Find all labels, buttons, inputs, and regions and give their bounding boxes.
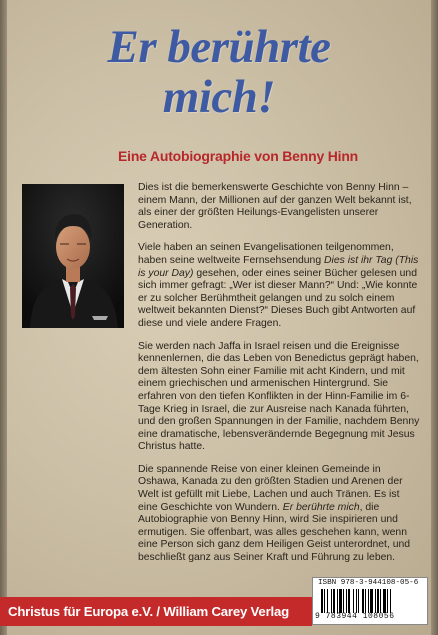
barcode-bar — [333, 589, 335, 613]
barcode-bar — [353, 589, 354, 613]
barcode-bar — [331, 589, 332, 613]
isbn-barcode — [312, 577, 428, 625]
barcode-bar — [383, 589, 386, 613]
p2-text-b: gesehen, oder eines seiner Bücher gelesen und sich immer gefragt: „Wer ist dieser Mann?“ Und: „Wie konnte er zu solcher Berühmtheit gelangen und zu solch einem weltweit bekannten Dienst?“ Dieses Buch gibt Antworten auf diese und viele andere Fragen. — [138, 267, 418, 329]
blurb-text — [138, 182, 420, 565]
barcode-bar — [375, 589, 376, 613]
p2-text-a: Viele haben an seinen Evangelisationen teilgenommen, haben seine weltweite Fernsehsendung — [138, 242, 394, 266]
barcode-bar — [324, 589, 325, 613]
blurb-paragraph-2 — [138, 242, 420, 330]
barcode-bar — [321, 589, 323, 613]
p2-show-title: Dies ist ihr Tag (This is your Day) — [138, 254, 419, 279]
barcode-bar — [356, 589, 357, 613]
p4-book-title: Er berührte mich — [282, 501, 360, 513]
isbn-label: ISBN 978-3-944108-05-6 — [318, 579, 419, 587]
title-line-1: Er berührte — [107, 21, 331, 73]
barcode-number: 9 783944 108056 — [315, 612, 395, 621]
p4-text-a: Die spannende Reise von einer kleinen Gemeinde in Oshawa, Kanada zu den größten Stadien und Arenen der Welt ist gefüllt mit Liebe, Lachen und auch Tränen. Es ist eine Geschichte von Wundern. — [138, 463, 403, 513]
author-portrait-image — [22, 184, 124, 328]
barcode-bar — [343, 589, 344, 613]
title-line-2: mich! — [162, 71, 276, 123]
barcode-bar — [358, 589, 359, 613]
barcode-bar — [337, 589, 338, 613]
barcode-bars — [321, 589, 419, 613]
barcode-bar — [370, 589, 373, 613]
barcode-bar — [380, 589, 381, 613]
author-photo — [22, 184, 124, 328]
book-subtitle: Eine Autobiographie von Benny Hinn — [118, 148, 359, 164]
blurb-paragraph-4 — [138, 464, 420, 565]
book-title — [0, 22, 438, 122]
blurb-paragraph-1: Dies ist die bemerkenswerte Geschichte von Benny Hinn – einem Mann, der Millionen auf der ganzen Welt bekannt ist, als einer der größten Heilungs-Evangelisten unserer Generation. — [138, 182, 412, 231]
barcode-bar — [390, 589, 391, 613]
barcode-bar — [365, 589, 366, 613]
p4-text-b: , die Autobiographie von Benny Hinn, wird Sie inspirieren und ermutigen. Sie offenbart, was alles geschehen kann, wenn eine Person sich ganz dem Heiligen Geist unterordnet, und beschließt ganz aus Seiner Kraft und Führung zu leben. — [138, 501, 411, 564]
barcode-bar — [368, 589, 369, 613]
blurb-paragraph-3: Sie werden nach Jaffa in Israel reisen und die Ereignisse kennenlernen, die das Leben von Benedictus geprägt haben, dem ältesten Sohn einer Familie mit acht Kindern, und mit einem griechischen und armenischen Hintergrund. Sie erfahren von den tiefen Konflikten in der Hinn-Familie im 6-Tage Krieg in Israel, die zur Ausreise nach Kanada führten, und den großen Spannungen in der Familie, nachdem Benny eine dramatische, lebensverändernde Begegnung mit Jesus Christus hatte. — [138, 340, 420, 453]
barcode-bar — [387, 589, 388, 613]
barcode-bar — [362, 589, 364, 613]
barcode-bar — [346, 589, 347, 613]
publisher-banner: Christus für Europa e.V. / William Carey Verlag — [0, 597, 312, 626]
barcode-bar — [339, 589, 342, 613]
barcode-bar — [377, 589, 379, 613]
barcode-bar — [327, 589, 328, 613]
barcode-bar — [348, 589, 350, 613]
